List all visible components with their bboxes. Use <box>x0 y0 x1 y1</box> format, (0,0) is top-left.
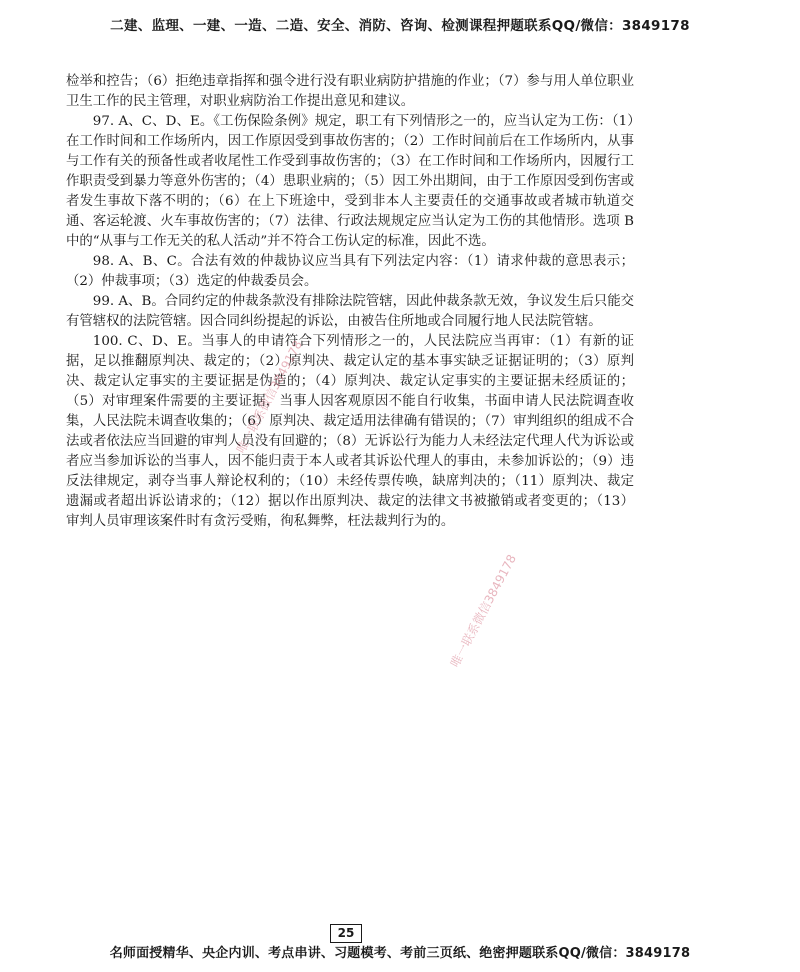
page-header: 二建、监理、一建、一造、二造、安全、消防、咨询、检测课程押题联系QQ/微信：3849178 <box>110 18 690 34</box>
watermark: 唯一联系微信3849178 <box>447 552 520 670</box>
page-number: 25 <box>330 924 362 943</box>
answer-100: 100. C、D、E。当事人的申请符合下列情形之一的，人民法院应当再审：（1）有新的证据，足以推翻原判决、裁定的；（2）原判决、裁定认定的基本事实缺乏证据证明的；（3）原判决、裁定认定事实的主要证据是伪造的；（4）原判决、裁定认定事实的主要证据未经质证的；（5）对审理案件需要的主要证据，当事人因客观原因不能自行收集，书面申请人民法院调查收集，人民法院未调查收集的；（6）原判决、裁定适用法律确有错误的；（7）审判组织的组成不合法或者依法应当回避的审判人员没有回避的；（8）无诉讼行为能力人未经法定代理人代为诉讼或者应当参加诉讼的当事人，因不能归责于本人或者其诉讼代理人的事由，未参加诉讼的；（9）违反法律规定，剥夺当事人辩论权利的；（10）未经传票传唤，缺席判决的；（11）原判决、裁定遗漏或者超出诉讼请求的；（12）据以作出原判决、裁定的法律文书被撤销或者变更的；（13）审判人员审理该案件时有贪污受贿，徇私舞弊，枉法裁判行为的。 <box>66 334 634 529</box>
paragraph-continuation: 检举和控告；（6）拒绝违章指挥和强令进行没有职业病防护措施的作业；（7）参与用人单位职业卫生工作的民主管理，对职业病防治工作提出意见和建议。 <box>66 74 634 109</box>
watermark: 唯一联系微信3849178 <box>233 338 306 456</box>
document-body <box>66 72 634 532</box>
answer-97: 97. A、C、D、E。《工伤保险条例》规定，职工有下列情形之一的，应当认定为工伤：（1）在工作时间和工作场所内，因工作原因受到事故伤害的；（2）工作时间前后在工作场所内，从事与工作有关的预备性或者收尾性工作受到事故伤害的；（3）在工作时间和工作场所内，因履行工作职责受到暴力等意外伤害的；（4）患职业病的；（5）因工外出期间，由于工作原因受到伤害或者发生事故下落不明的；（6）在上下班途中，受到非本人主要责任的交通事故或者城市轨道交通、客运轮渡、火车事故伤害的；（7）法律、行政法规规定应当认定为工伤的其他情形。选项 B 中的“从事与工作无关的私人活动”并不符合工伤认定的标准，因此不选。 <box>66 114 634 249</box>
answer-99: 99. A、B。合同约定的仲裁条款没有排除法院管辖，因此仲裁条款无效，争议发生后只能交有管辖权的法院管辖。因合同纠纷提起的诉讼，由被告住所地或合同履行地人民法院管辖。 <box>66 294 634 329</box>
page-footer: 名师面授精华、央企内训、考点串讲、习题模考、考前三页纸、绝密押题联系QQ/微信：3849178 <box>109 946 691 961</box>
answer-98: 98. A、B、C。合法有效的仲裁协议应当具有下列法定内容：（1）请求仲裁的意思表示；（2）仲裁事项；（3）选定的仲裁委员会。 <box>66 254 634 289</box>
